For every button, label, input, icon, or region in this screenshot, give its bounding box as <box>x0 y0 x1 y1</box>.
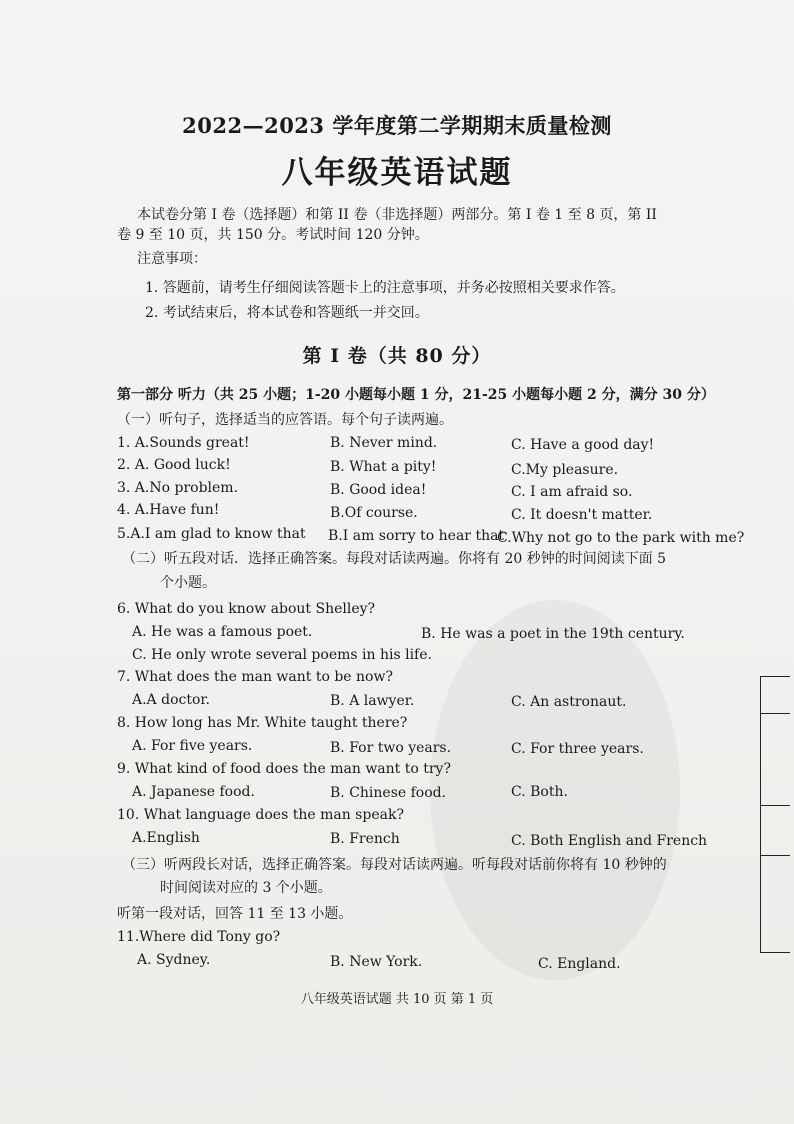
q3-option-a: 3. A.No problem. <box>117 480 239 496</box>
q9-option-c: C. Both. <box>511 784 568 800</box>
q7-option-a: A.A doctor. <box>132 692 211 708</box>
q8-option-b: B. For two years. <box>330 740 452 756</box>
q7-option-b: B. A lawyer. <box>330 693 415 709</box>
q10-option-b: B. French <box>330 831 400 847</box>
q4-option-a: 4. A.Have fun! <box>117 502 220 518</box>
q11-option-b: B. New York. <box>330 954 423 970</box>
q11-option-c: C. England. <box>538 956 621 972</box>
exam-title: 2022—2023 学年度第二学期期末质量检测 <box>182 113 612 138</box>
q2-option-c: C.My pleasure. <box>511 462 619 478</box>
q1-option-a: 1. A.Sounds great! <box>117 435 250 451</box>
page-footer: 八年级英语试题 共 10 页 第 1 页 <box>300 992 494 1007</box>
subpart-3-heading-cont: 时间阅读对应的 3 个小题。 <box>160 880 332 896</box>
q5-option-c: C.Why not go to the park with me? <box>497 530 745 546</box>
q8-option-a: A. For five years. <box>132 738 253 754</box>
q6-option-c: C. He only wrote several poems in his life. <box>132 647 432 663</box>
subpart-2-heading-cont: 个小题。 <box>160 575 216 591</box>
q5-option-a: 5.A.I am glad to know that <box>117 526 306 542</box>
notes-heading: 注意事项： <box>137 251 207 267</box>
q1-option-c: C. Have a good day! <box>511 437 655 453</box>
subpart-1-heading: （一）听句子，选择适当的应答语。每个句子读两遍。 <box>117 412 453 428</box>
note-1: 1. 答题前，请考生仔细阅读答题卡上的注意事项，并务必按照相关要求作答。 <box>145 280 625 296</box>
margin-tick <box>760 952 790 953</box>
q9-option-b: B. Chinese food. <box>330 785 447 801</box>
q10-option-a: A.English <box>132 830 200 846</box>
subpart-3-heading: （三）听两段长对话，选择正确答案。每段对话读两遍。听每段对话前你将有 10 秒钟的 <box>122 857 667 873</box>
q8-option-c: C. For three years. <box>511 741 644 757</box>
margin-tick <box>760 676 790 677</box>
q2-option-b: B. What a pity! <box>330 459 437 475</box>
intro-line-2: 卷 9 至 10 页，共 150 分。考试时间 120 分钟。 <box>117 227 429 243</box>
q3-option-b: B. Good idea! <box>330 482 427 498</box>
margin-bracket <box>760 676 791 952</box>
q8-stem: 8. How long has Mr. White taught there? <box>117 715 408 731</box>
q1-option-b: B. Never mind. <box>330 435 438 451</box>
q2-option-a: 2. A. Good luck! <box>117 457 231 473</box>
q6-option-b: B. He was a poet in the 19th century. <box>421 626 685 642</box>
q4-option-c: C. It doesn't matter. <box>511 507 653 523</box>
q9-option-a: A. Japanese food. <box>132 784 255 800</box>
margin-tick <box>760 713 790 714</box>
q11-option-a: A. Sydney. <box>137 952 211 968</box>
q6-option-a: A. He was a famous poet. <box>132 624 313 640</box>
subpart-2-heading: （二）听五段对话．选择正确答案。每段对话读两遍。你将有 20 秒钟的时间阅读下面 5 <box>122 551 667 567</box>
section-title: 第 I 卷（共 80 分） <box>302 345 492 367</box>
q3-option-c: C. I am afraid so. <box>511 484 633 500</box>
part-heading: 第一部分 听力（共 25 小题；1-20 小题每小题 1 分，21-25 小题每小题 2 分，满分 30 分） <box>117 387 715 403</box>
q11-stem: 11.Where did Tony go? <box>117 929 281 945</box>
q7-option-c: C. An astronaut. <box>511 694 627 710</box>
margin-tick <box>760 855 790 856</box>
q7-stem: 7. What does the man want to be now? <box>117 669 393 685</box>
margin-tick <box>760 805 790 806</box>
q4-option-b: B.Of course. <box>330 505 418 521</box>
exam-subtitle: 八年级英语试题 <box>281 155 513 191</box>
q9-stem: 9. What kind of food does the man want to try? <box>117 761 451 777</box>
q10-stem: 10. What language does the man speak? <box>117 807 404 823</box>
dialogue-1-instruction: 听第一段对话，回答 11 至 13 小题。 <box>117 906 353 922</box>
note-2: 2. 考试结束后，将本试卷和答题纸一并交回。 <box>145 305 429 321</box>
q10-option-c: C. Both English and French <box>511 833 708 849</box>
q5-option-b: B.I am sorry to hear that <box>328 528 505 544</box>
q6-stem: 6. What do you know about Shelley? <box>117 601 376 617</box>
intro-line-1: 本试卷分第 I 卷（选择题）和第 II 卷（非选择题）两部分。第 I 卷 1 至 8 页，第 II <box>137 207 657 223</box>
